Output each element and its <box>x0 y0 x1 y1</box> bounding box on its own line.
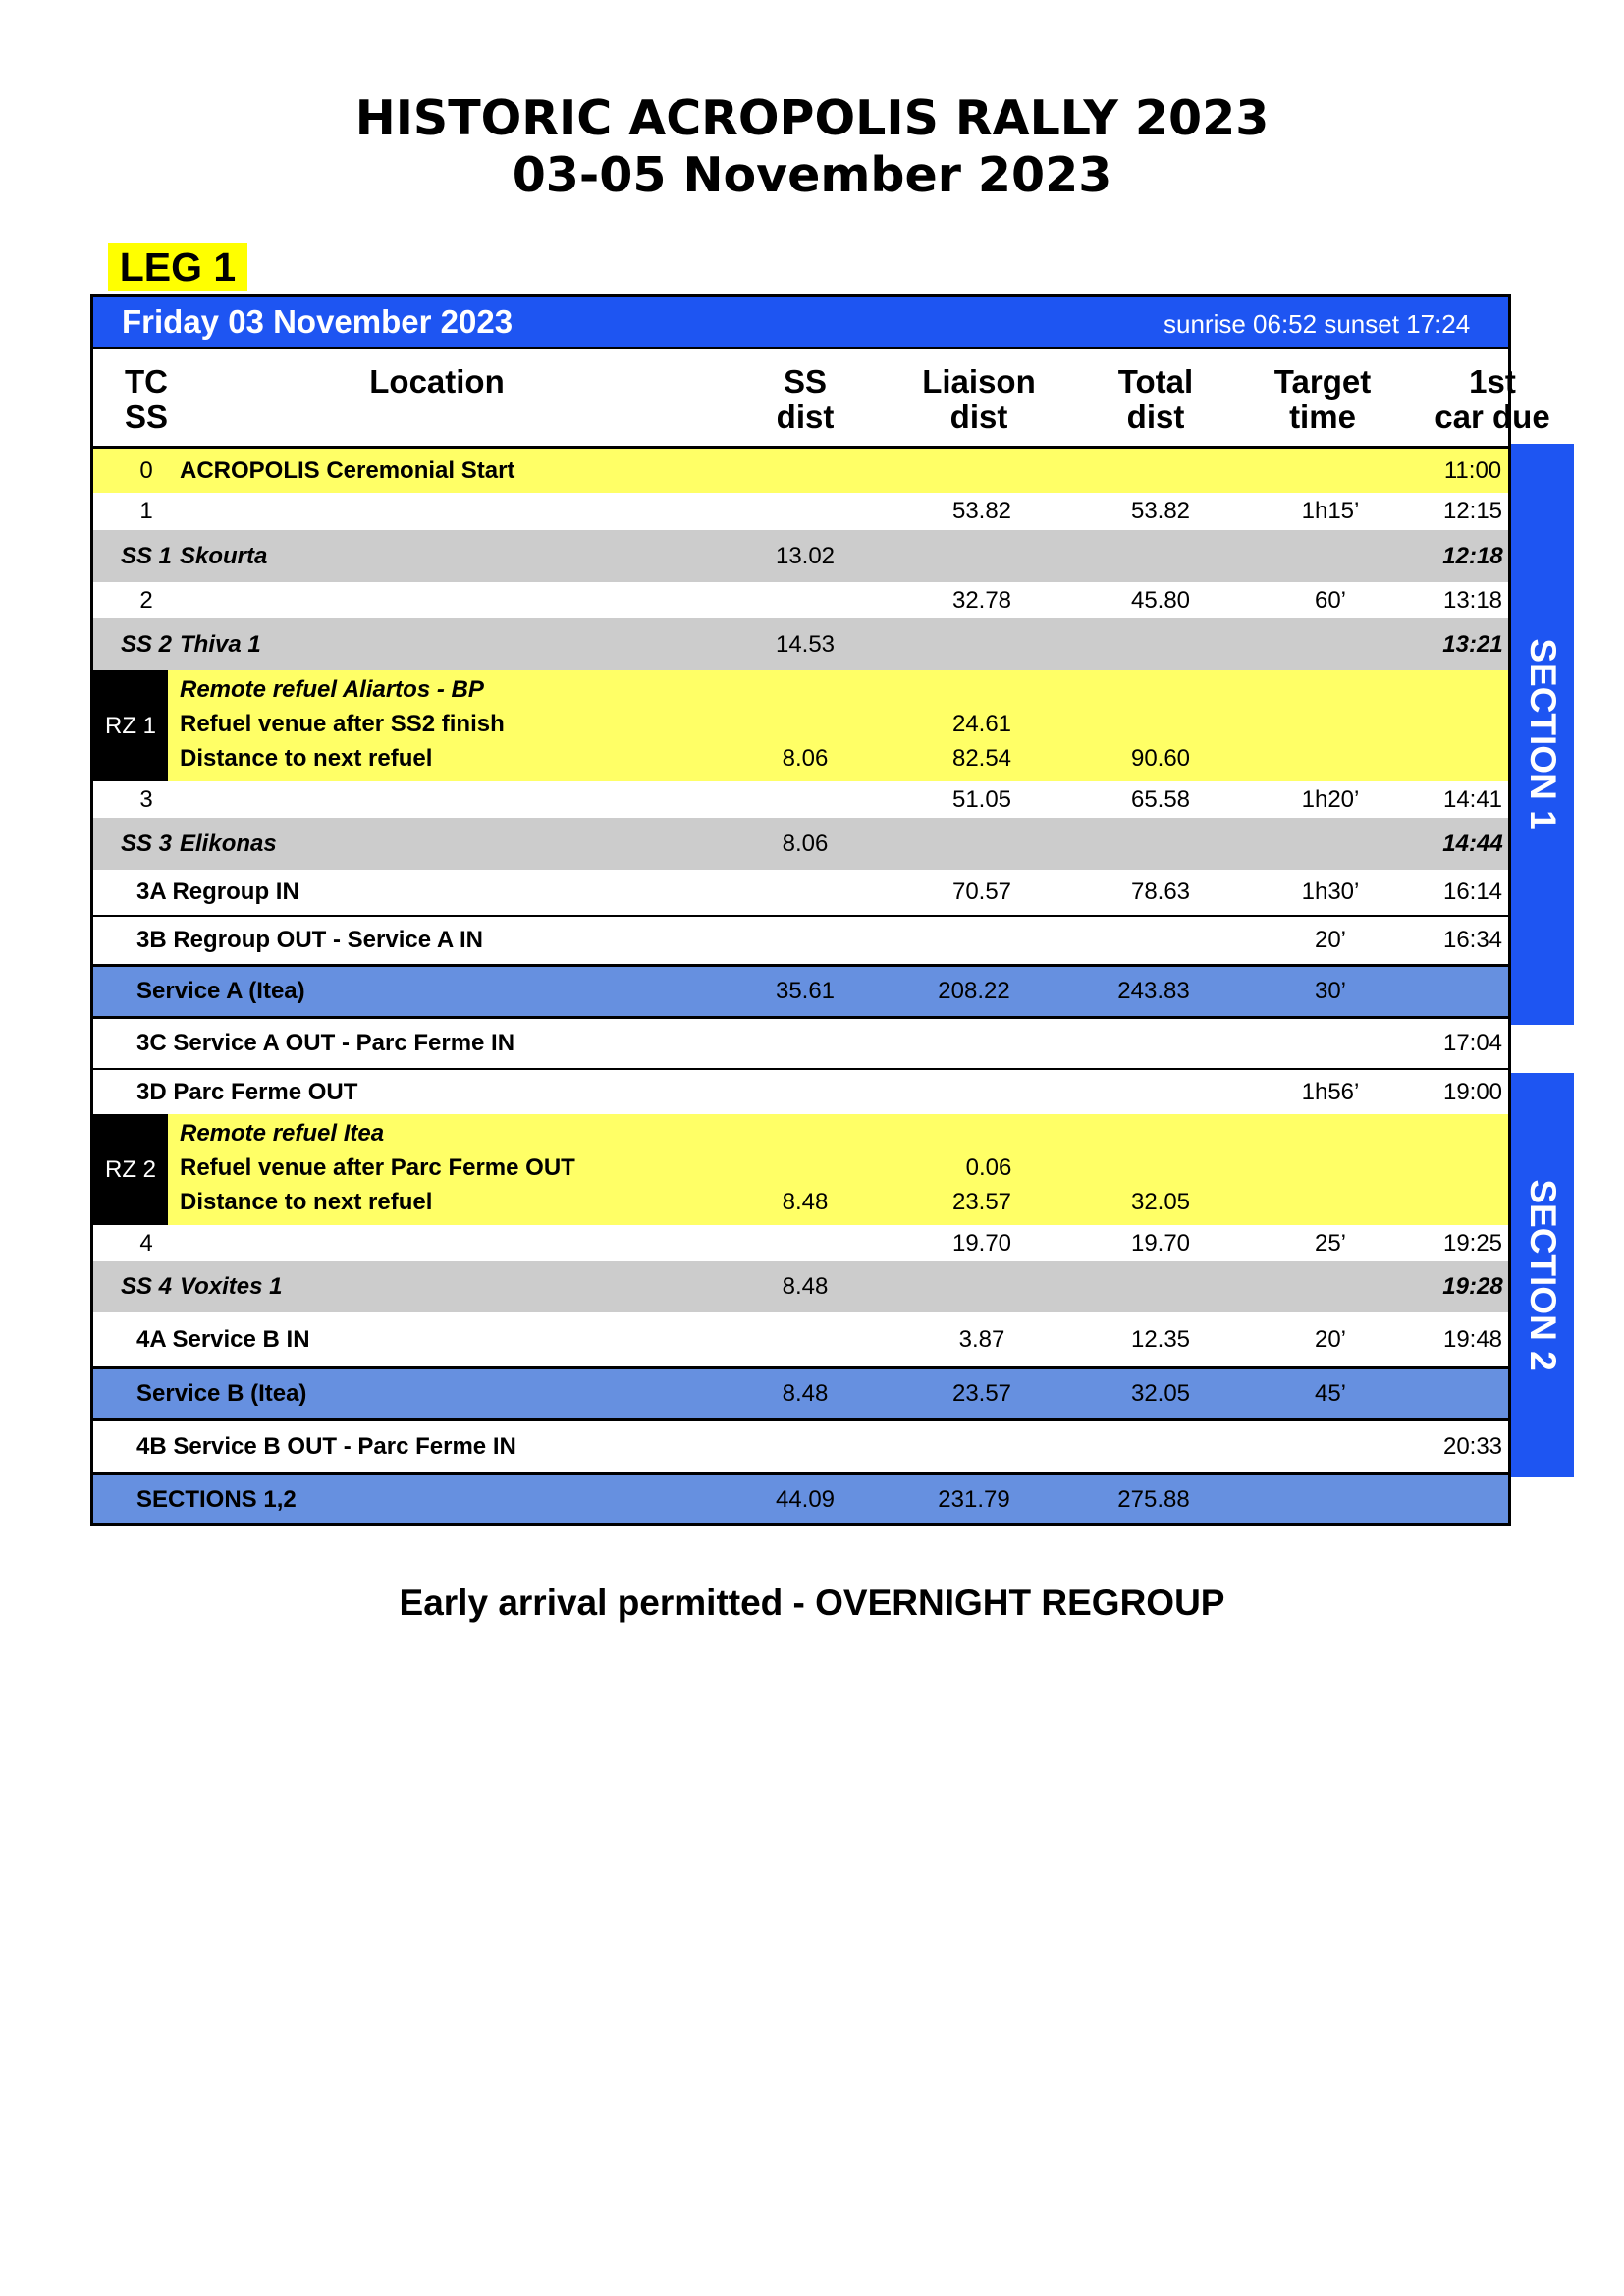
table-row <box>93 917 1508 964</box>
total-dist: 275.88 <box>1117 1485 1190 1513</box>
day-header <box>93 297 1508 349</box>
car-due: 19:00 <box>1442 1078 1503 1105</box>
table-row <box>93 781 1508 818</box>
sunrise-sunset: sunrise 06:52 sunset 17:24 <box>1164 309 1471 339</box>
total-dist: 19.70 <box>1130 1229 1191 1256</box>
location: 3D Parc Ferme OUT <box>136 1078 358 1105</box>
stage-name: Thiva 1 <box>180 630 261 658</box>
stage-row <box>93 530 1508 582</box>
ss-dist: 8.48 <box>782 1189 829 1215</box>
document-title: HISTORIC ACROPOLIS RALLY 2023 <box>354 90 1270 146</box>
refuel-distance-label: Distance to next refuel <box>180 1189 433 1215</box>
total-dist: 65.58 <box>1130 785 1191 813</box>
liaison-dist: 23.57 <box>951 1380 1012 1407</box>
ss-dist: 8.06 <box>782 829 829 857</box>
col-ss-dist: SS dist <box>776 363 835 435</box>
car-due: 12:15 <box>1442 498 1503 524</box>
tc-number: 1 <box>139 498 153 524</box>
table-row <box>93 582 1508 618</box>
location: 3C Service A OUT - Parc Ferme IN <box>136 1030 515 1056</box>
liaison-dist: 82.54 <box>951 745 1012 772</box>
tc-number: 4 <box>139 1229 153 1256</box>
target-time: 1h15’ <box>1301 498 1360 524</box>
target-time: 1h30’ <box>1301 879 1360 905</box>
location: 3A Regroup IN <box>136 879 299 905</box>
liaison-dist: 231.79 <box>938 1485 1010 1513</box>
footer-note: Early arrival permitted - OVERNIGHT REGROUP <box>399 1582 1225 1623</box>
refuel-distance-label: Distance to next refuel <box>180 745 433 772</box>
stage-row <box>93 618 1508 670</box>
table-row <box>93 446 1508 493</box>
car-due: 16:14 <box>1442 879 1503 905</box>
car-due: 19:48 <box>1442 1325 1503 1353</box>
stage-name: Elikonas <box>180 829 277 857</box>
ss-dist: 8.06 <box>782 745 829 772</box>
total-dist: 32.05 <box>1130 1380 1191 1407</box>
refuel-zone-label: RZ 2 <box>93 1114 168 1225</box>
section-2-band <box>1511 1073 1574 1477</box>
total-dist: 32.05 <box>1130 1189 1191 1215</box>
total-dist: 243.83 <box>1117 978 1190 1004</box>
tc-number: 2 <box>139 586 153 614</box>
location: 4A Service B IN <box>136 1325 310 1353</box>
section-1-band <box>1511 444 1574 1025</box>
stage-number: SS 1 <box>120 542 173 569</box>
car-due: 13:18 <box>1442 586 1503 614</box>
liaison-dist: 0.06 <box>965 1154 1012 1181</box>
refuel-title: Remote refuel Aliartos - BP <box>180 676 484 703</box>
ss-dist: 13.02 <box>775 542 836 569</box>
total-dist: 45.80 <box>1130 586 1191 614</box>
liaison-dist: 24.61 <box>951 711 1012 737</box>
liaison-dist: 70.57 <box>951 879 1012 905</box>
ss-dist: 14.53 <box>775 630 836 658</box>
stage-number: SS 3 <box>120 829 173 857</box>
ss-dist: 8.48 <box>782 1273 829 1300</box>
stage-row <box>93 1261 1508 1312</box>
total-dist: 12.35 <box>1130 1325 1191 1353</box>
refuel-title: Remote refuel Itea <box>180 1120 385 1147</box>
target-time: 20’ <box>1314 1325 1347 1353</box>
tc-number: 3 <box>139 785 153 813</box>
col-total-dist: Total dist <box>1117 363 1194 435</box>
stage-number: SS 4 <box>120 1273 173 1300</box>
location: SECTIONS 1,2 <box>136 1485 297 1513</box>
target-time: 20’ <box>1314 927 1347 953</box>
target-time: 60’ <box>1314 586 1347 614</box>
liaison-dist: 19.70 <box>951 1229 1012 1256</box>
table-row <box>93 1421 1508 1475</box>
total-dist: 53.82 <box>1130 498 1191 524</box>
car-due: 16:34 <box>1442 927 1503 953</box>
car-due: 19:28 <box>1442 1273 1503 1300</box>
table-row <box>93 493 1508 530</box>
col-target-time: Target time <box>1273 363 1372 435</box>
day-date: Friday 03 November 2023 <box>122 303 514 340</box>
totals-row <box>93 1475 1508 1523</box>
stage-number: SS 2 <box>120 630 173 658</box>
liaison-dist: 53.82 <box>951 498 1012 524</box>
ss-dist: 35.61 <box>775 978 836 1004</box>
target-time: 30’ <box>1314 978 1347 1004</box>
car-due: 17:04 <box>1442 1030 1503 1056</box>
refuel-zone-row <box>93 670 1508 781</box>
section-1-label: SECTION 1 <box>1523 638 1563 830</box>
location: 3B Regroup OUT - Service A IN <box>136 927 483 953</box>
table-row <box>93 1070 1508 1114</box>
location: ACROPOLIS Ceremonial Start <box>180 456 515 484</box>
liaison-dist: 208.22 <box>938 978 1010 1004</box>
leg-label: LEG 1 <box>108 243 247 291</box>
ss-dist: 8.48 <box>782 1380 829 1407</box>
liaison-dist: 51.05 <box>951 785 1012 813</box>
liaison-dist: 32.78 <box>951 586 1012 614</box>
column-headers <box>93 349 1550 446</box>
total-dist: 78.63 <box>1130 879 1191 905</box>
document-subtitle: 03-05 November 2023 <box>512 147 1112 203</box>
stage-row <box>93 818 1508 870</box>
liaison-dist: 3.87 <box>958 1325 1005 1353</box>
target-time: 25’ <box>1314 1229 1347 1256</box>
liaison-dist: 23.57 <box>951 1189 1012 1215</box>
stage-name: Skourta <box>180 542 268 569</box>
car-due: 19:25 <box>1442 1229 1503 1256</box>
refuel-zone-row <box>93 1114 1508 1225</box>
location: 4B Service B OUT - Parc Ferme IN <box>136 1433 516 1460</box>
col-location: Location <box>369 363 505 400</box>
car-due: 12:18 <box>1442 542 1503 569</box>
col-first-car-due: 1st car due <box>1435 363 1550 435</box>
refuel-venue: Refuel venue after SS2 finish <box>180 711 505 737</box>
location: Service B (Itea) <box>136 1380 307 1407</box>
car-due: 11:00 <box>1443 456 1502 484</box>
section-2-label: SECTION 2 <box>1523 1179 1563 1371</box>
col-tc-ss: TC SS <box>124 363 169 435</box>
service-row <box>93 1366 1508 1421</box>
refuel-venue: Refuel venue after Parc Ferme OUT <box>180 1154 575 1181</box>
car-due: 13:21 <box>1442 630 1503 658</box>
table-row <box>93 1312 1508 1366</box>
table-row <box>93 870 1508 917</box>
stage-name: Voxites 1 <box>180 1273 283 1300</box>
refuel-zone-label: RZ 1 <box>93 670 168 781</box>
table-row <box>93 1019 1508 1070</box>
table-row <box>93 1225 1508 1261</box>
target-time: 1h20’ <box>1301 785 1360 813</box>
location: Service A (Itea) <box>136 978 305 1004</box>
total-dist: 90.60 <box>1130 745 1191 772</box>
target-time: 45’ <box>1314 1380 1347 1407</box>
col-liaison-dist: Liaison dist <box>922 363 1036 435</box>
target-time: 1h56’ <box>1301 1078 1360 1105</box>
service-row <box>93 964 1508 1019</box>
ss-dist: 44.09 <box>775 1485 836 1513</box>
tc-number: 0 <box>139 456 153 484</box>
car-due: 14:41 <box>1442 785 1503 813</box>
car-due: 20:33 <box>1442 1433 1503 1460</box>
car-due: 14:44 <box>1442 829 1503 857</box>
